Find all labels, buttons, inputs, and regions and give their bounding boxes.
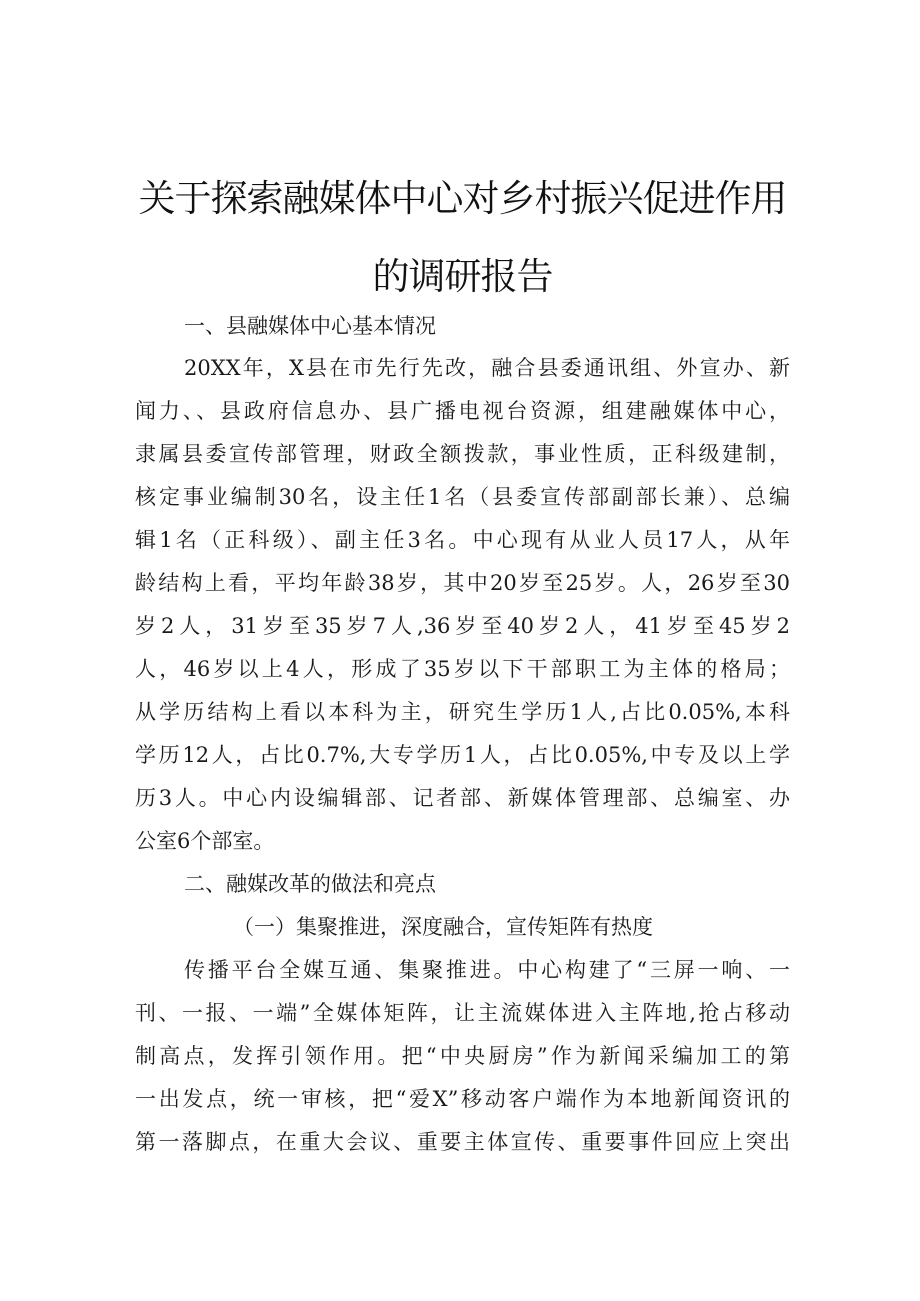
paragraph-line: 一出发点，统一审核，把“爱X”移动客户端作为本地新闻资讯的 — [135, 1087, 790, 1111]
paragraph-line: 人，46岁以上4人，形成了35岁以下干部职工为主体的格局； — [135, 657, 790, 681]
paragraph-line: 制高点，发挥引领作用。把“中央厨房”作为新闻采编加工的第 — [135, 1044, 790, 1068]
paragraph-line: 从学历结构上看以本科为主，研究生学历1人,占比0.05%,本科 — [135, 700, 790, 724]
subsection-1-heading: （一）集聚推进，深度融合，宣传矩阵有热度 — [233, 915, 653, 939]
paragraph-line: 核定事业编制30名，设主任1名（县委宣传部副部长兼）、总编 — [135, 485, 790, 509]
paragraph-line: 历3人。中心内设编辑部、记者部、新媒体管理部、总编室、办 — [135, 786, 790, 810]
paragraph-line: 学历12人，占比0.7%,大专学历1人，占比0.05%,中专及以上学 — [135, 743, 790, 767]
paragraph-line: 龄结构上看，平均年龄38岁，其中20岁至25岁。人，26岁至30 — [135, 571, 790, 595]
paragraph-line: 岁2人，31岁至35岁7人,36岁至40岁2人，41岁至45岁2 — [135, 614, 790, 638]
paragraph-line: 刊、一报、一端”全媒体矩阵，让主流媒体进入主阵地,抢占移动 — [135, 1001, 790, 1025]
paragraph-line: 辑1名（正科级）、副主任3名。中心现有从业人员17人，从年 — [135, 528, 790, 552]
section-1-heading: 一、县融媒体中心基本情况 — [184, 314, 436, 338]
document-title-line-2: 的调研报告 — [372, 255, 553, 298]
paragraph-line: 闻力、、县政府信息办、县广播电视台资源，组建融媒体中心， — [135, 399, 790, 423]
section-2-heading: 二、融媒改革的做法和亮点 — [184, 872, 436, 896]
paragraph-line: 第一落脚点，在重大会议、重要主体宣传、重要事件回应上突出 — [135, 1130, 790, 1154]
paragraph-line: 20XX年，X县在市先行先改，融合县委通讯组、外宣办、新 — [184, 356, 790, 380]
paragraph-line: 传播平台全媒互通、集聚推进。中心构建了“三屏一响、一 — [184, 958, 790, 982]
paragraph-line: 公室6个部室。 — [135, 829, 275, 853]
document-title-line-1: 关于探索融媒体中心对乡村振兴促进作用 — [138, 177, 787, 220]
paragraph-line: 隶属县委宣传部管理，财政全额拨款，事业性质，正科级建制， — [135, 442, 790, 466]
